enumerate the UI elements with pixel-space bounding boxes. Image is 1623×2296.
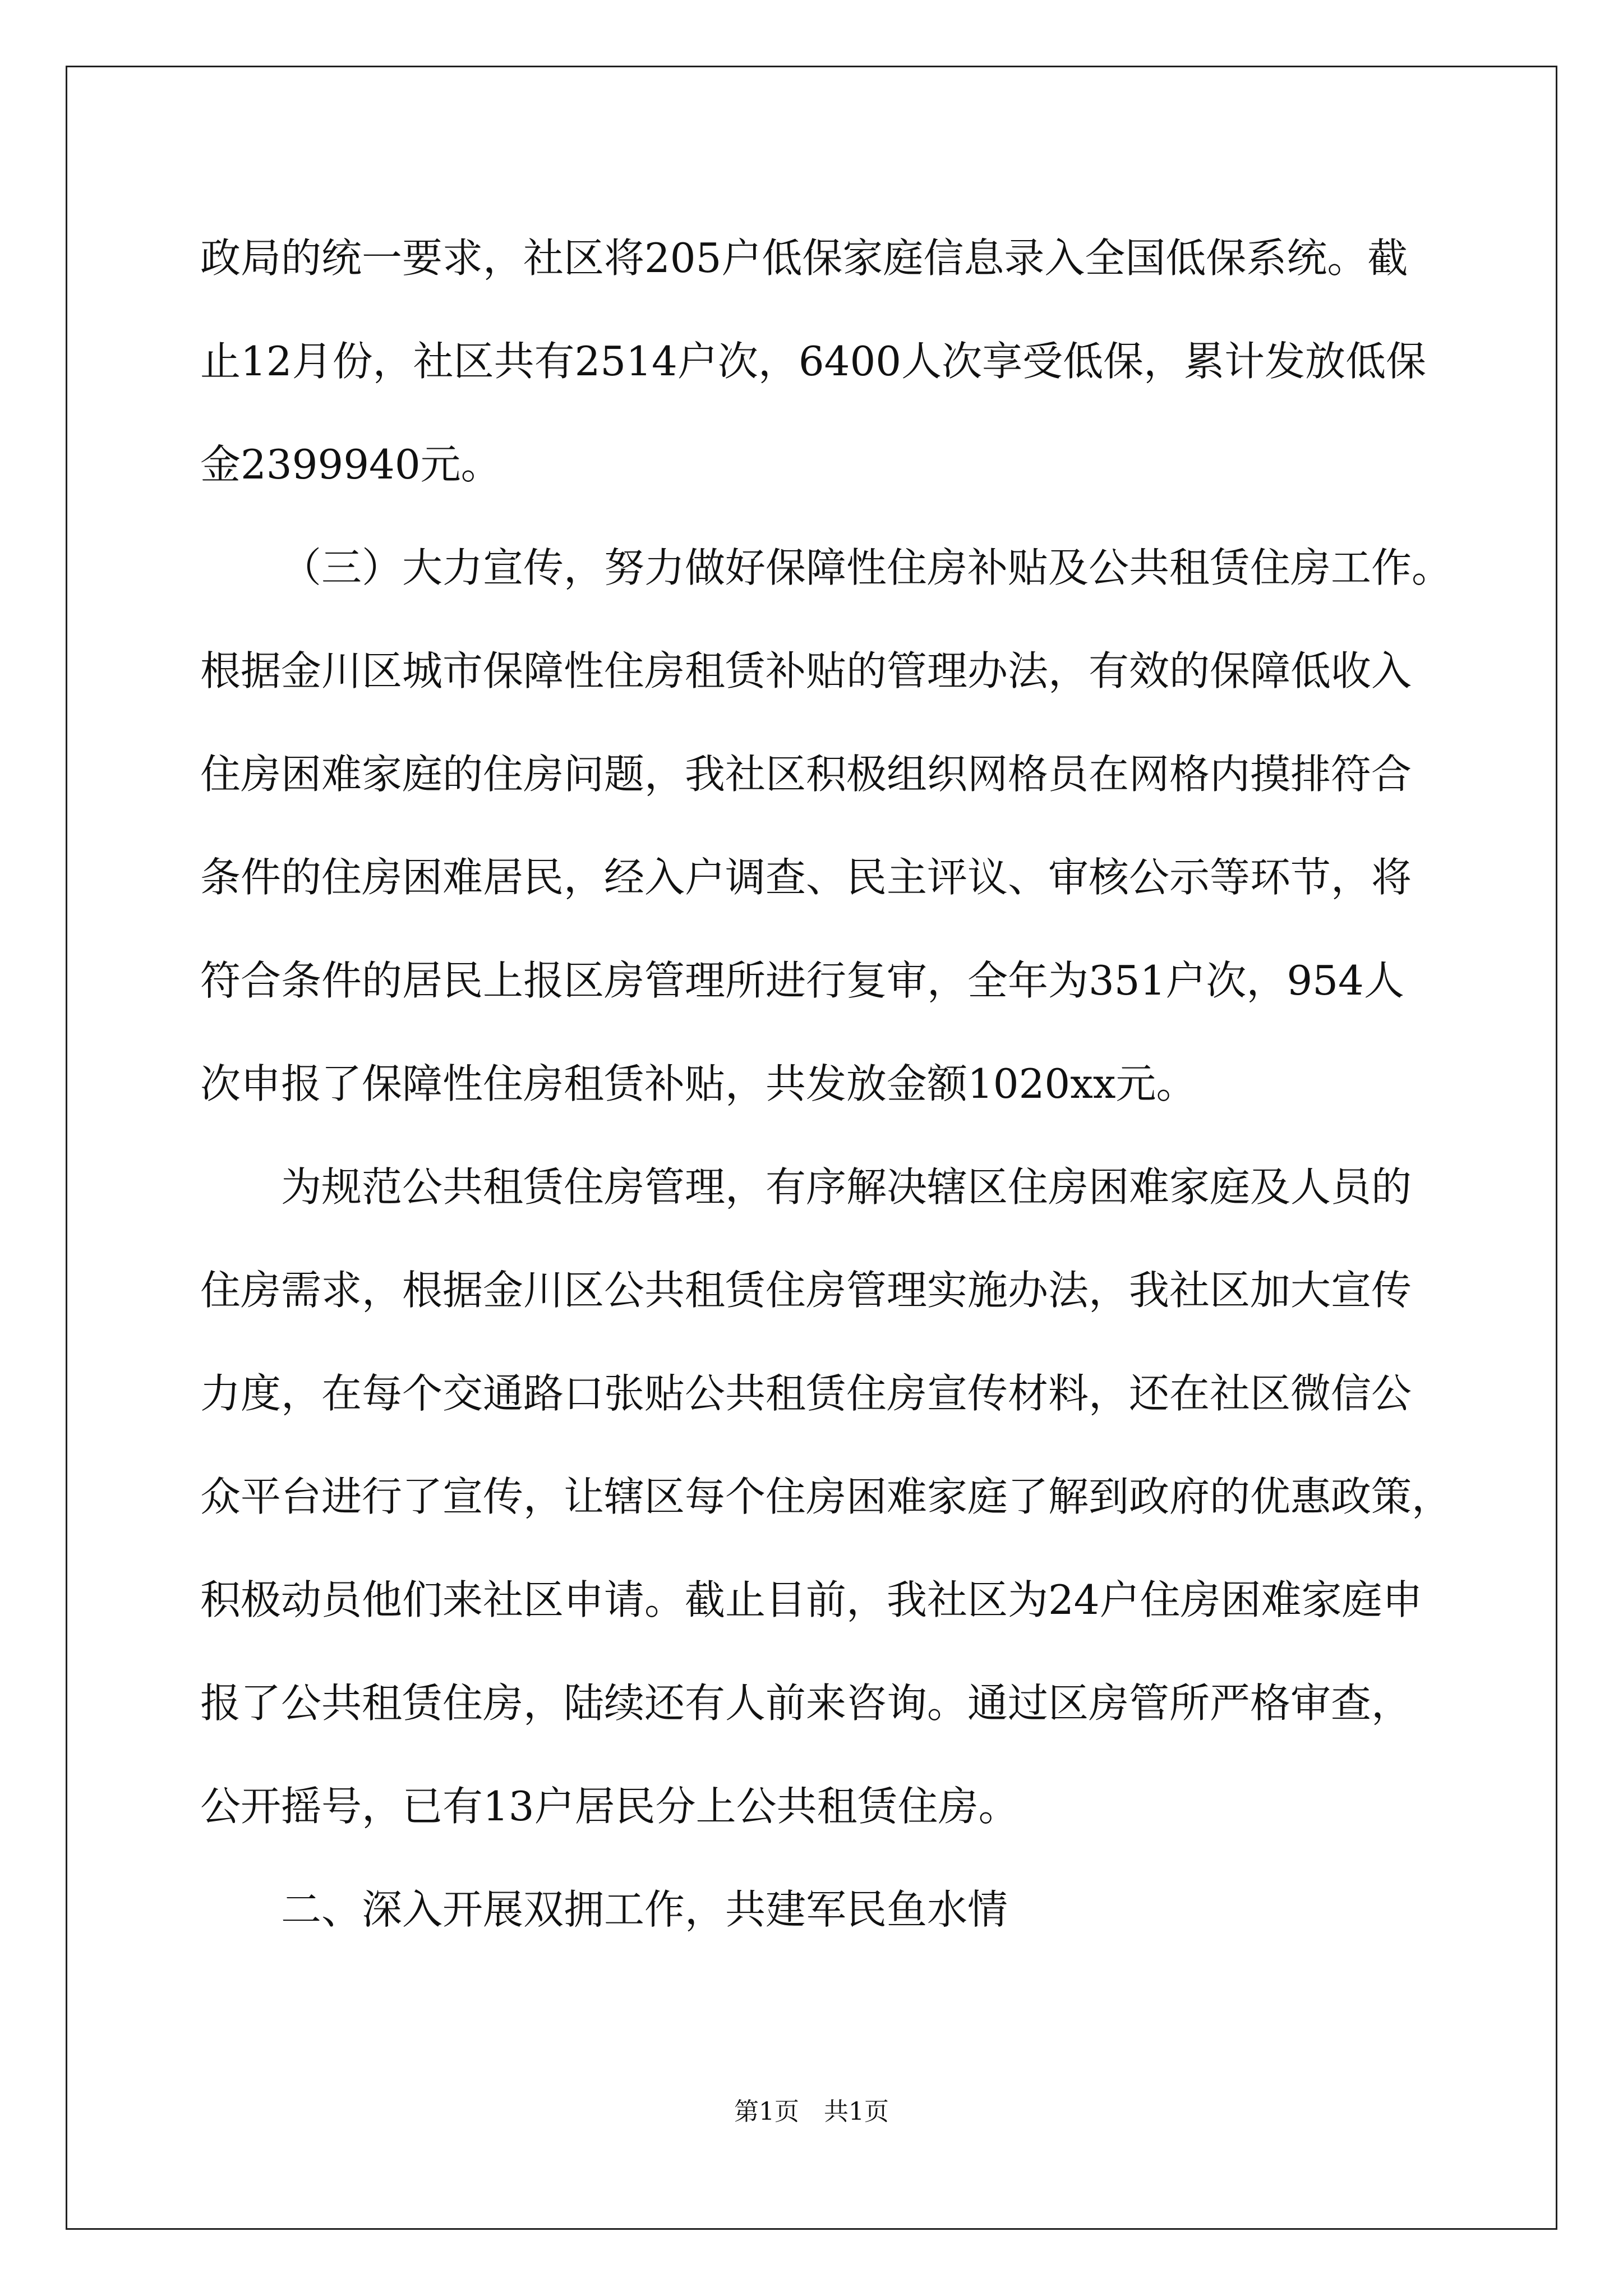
text-line: 住房困难家庭的住房问题，我社区积极组织网格员在网格内摸排符合: [200, 751, 1412, 798]
text-line: 金2399940元。: [200, 441, 501, 488]
text-line: 报了公共租赁住房，陆续还有人前来咨询。通过区房管所严格审查，: [200, 1680, 1412, 1727]
text-line: 积极动员他们来社区申请。截止目前，我社区为24户住房困难家庭申: [200, 1576, 1423, 1623]
page-number-footer: 第1页 共1页: [734, 2097, 889, 2126]
text-line: 为规范公共租赁住房管理，有序解决辖区住房困难家庭及人员的: [281, 1163, 1412, 1211]
text-line: 条件的住房困难居民，经入户调查、民主评议、审核公示等环节，将: [200, 854, 1412, 901]
text-line: 众平台进行了宣传，让辖区每个住房困难家庭了解到政府的优惠政策，: [200, 1473, 1453, 1520]
section-heading: 二、深入开展双拥工作，共建军民鱼水情: [281, 1886, 1008, 1933]
text-line: 力度，在每个交通路口张贴公共租赁住房宣传材料，还在社区微信公: [200, 1370, 1412, 1417]
text-line: 政局的统一要求，社区将205户低保家庭信息录入全国低保系统。截: [200, 234, 1408, 282]
text-line: 根据金川区城市保障性住房租赁补贴的管理办法，有效的保障低收入: [200, 647, 1412, 694]
text-line: 住房需求，根据金川区公共租赁住房管理实施办法，我社区加大宣传: [200, 1267, 1412, 1314]
text-line: （三）大力宣传，努力做好保障性住房补贴及公共租赁住房工作。: [281, 544, 1453, 591]
text-line: 符合条件的居民上报区房管理所进行复审，全年为351户次，954人: [200, 957, 1404, 1004]
text-line: 公开摇号，已有13户居民分上公共租赁住房。: [200, 1783, 1019, 1830]
text-line: 次申报了保障性住房租赁补贴，共发放金额1020xx元。: [200, 1060, 1197, 1107]
text-line: 止12月份，社区共有2514户次，6400人次享受低保，累计发放低保: [200, 338, 1427, 385]
